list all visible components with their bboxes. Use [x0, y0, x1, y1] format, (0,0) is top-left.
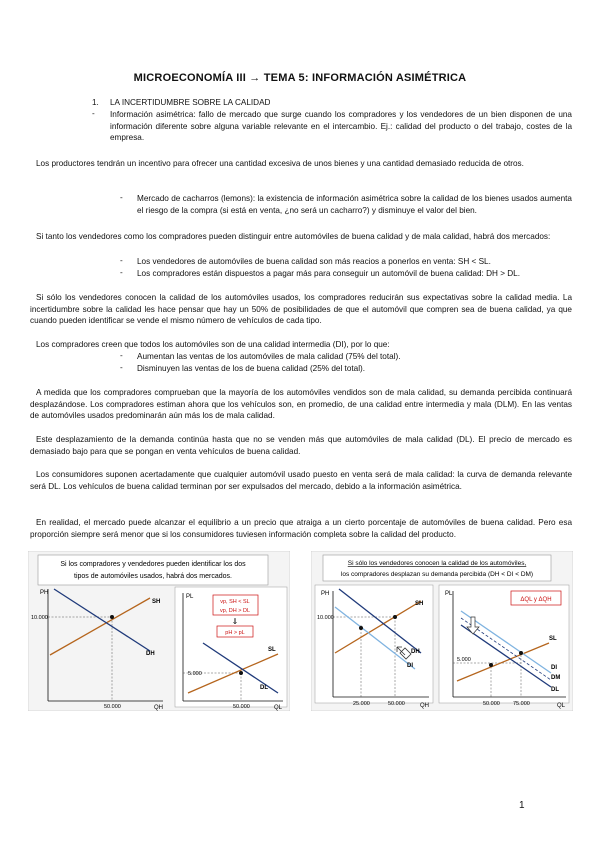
bullet-marker: -: [120, 193, 123, 202]
price-axis-label: PL: [445, 591, 453, 597]
qty-tick: 50.000: [233, 704, 250, 710]
demand-medium-label: DM: [551, 675, 561, 681]
panel-low-quality: [439, 585, 569, 709]
equilibrium-point-initial: [393, 615, 397, 619]
equilibrium-point: [239, 671, 243, 675]
paragraph-realidad: En realidad, el mercado puede alcanzar el equilibrio a un precio que atraiga a un cierto porcentaje de automóviles de buena calidad. Pero esa proporción siempre será menor que si los consumidores tuviesen información completa sobre la calidad del producto.: [30, 518, 572, 539]
price-axis-label: PH: [40, 590, 49, 596]
demand-label: DH: [146, 651, 155, 657]
figure-two-markets: [28, 551, 290, 711]
demand-label: DL: [260, 685, 268, 691]
page-title: MICROECONOMÍA III → TEMA 5: INFORMACIÓN ASIMÉTRICA: [133, 72, 467, 84]
bullet-aumentan: Aumentan las ventas de los automóviles de mala calidad (75% del total).: [137, 352, 401, 361]
section-heading: LA INCERTIDUMBRE SOBRE LA CALIDAD: [110, 98, 271, 107]
qty-axis-label: QL: [274, 705, 283, 711]
section-number: 1.: [92, 98, 99, 107]
paragraph-desplazamiento: Este desplazamiento de la demanda continúa hasta que no se venden más que automóviles de mala calidad (DL). El precio de mercado es demasiado bajo para que se pongan en venta vehículos de buena calidad.: [30, 435, 572, 456]
bullet-lemons: Mercado de cacharros (lemons): la existencia de información asimétrica sobre la calidad de los bienes usados aumenta el riesgo de la compra (si está en venta, ¿no será un cacharro?) y disminuye el valor del bien.: [137, 194, 572, 215]
bullet-disminuyen: Disminuyen las ventas de los de buena calidad (25% del total).: [137, 364, 366, 373]
qty-tick-2: 75.000: [513, 701, 530, 707]
qty-tick-2: 50.000: [388, 701, 405, 707]
demand-intermediate-label: DI: [407, 663, 413, 669]
bullet-marker: -: [120, 363, 123, 372]
qty-tick-1: 25.000: [353, 701, 370, 707]
qty-tick-1: 50.000: [483, 701, 500, 707]
caption-line-2: los compradores desplazan su demanda percibida (DH < DI < DM): [340, 571, 534, 578]
paragraph-si-solo: Si sólo los vendedores conocen la calidad de los automóviles usados, los compradores reducirán sus expectativas sobre la calidad media. La incertidumbre sobre la calidad les hace pensar que hay un 50% de posibilidades de que el automóvil que compren sea de buena calidad, ya que cuando pueden identificar se vende el mismo número de vehículos de cada tipo.: [30, 293, 572, 326]
caption-line-2: tipos de automóviles usados, habrá dos mercados.: [74, 573, 232, 580]
figure-asymmetric-information: [311, 551, 573, 711]
bullet-marker: -: [92, 109, 95, 118]
demand-high-label: DH: [411, 649, 420, 655]
box-conditions-line-2: vp, DH > DL: [219, 608, 251, 614]
down-arrow-icon: ⇓: [231, 617, 239, 626]
price-tick: 10.000: [31, 615, 48, 621]
price-tick: 10.000: [317, 615, 334, 621]
price-tick: 5.000: [188, 671, 202, 677]
box-result-text: pH > pL: [225, 630, 245, 636]
box-conditions-line-1: vp, SH < SL: [220, 599, 250, 605]
supply-label: SH: [415, 601, 424, 607]
bullet-marker: -: [120, 256, 123, 265]
caption-box: [38, 555, 268, 585]
panel-high-quality: [315, 585, 433, 709]
bullet-vendedores: Los vendedores de automóviles de buena calidad son más reacios a ponerlos en venta: SH < SL.: [137, 257, 491, 266]
price-axis-label: PL: [186, 594, 194, 600]
paragraph-consumidores: Los consumidores suponen acertadamente que cualquier automóvil usado puesto en venta será de mala calidad: la curva de demanda relevante será DL. Los vehículos de buena calidad terminan por ser expulsados del mercado, debido a la información asimétrica.: [30, 470, 572, 491]
supply-label: SL: [268, 647, 276, 653]
caption-line-1: Si sólo los vendedores conocen la calidad de los automóviles,: [347, 560, 527, 567]
equilibrium-point: [110, 615, 114, 619]
paragraph-productores: Los productores tendrán un incentivo para ofrecer una cantidad excesiva de unos bienes y una cantidad demasiado reducida de otros.: [36, 159, 524, 168]
page-number: 1: [519, 800, 525, 811]
qty-tick: 50.000: [104, 704, 121, 710]
caption-line-1: Si los compradores y vendedores pueden identificar los dos: [60, 561, 246, 568]
bullet-marker: -: [120, 268, 123, 277]
paragraph-si-tanto: Si tanto los vendedores como los compradores pueden distinguir entre automóviles de buena calidad y de mala calidad, habrá dos mercados:: [36, 232, 551, 241]
equilibrium-point-new: [519, 651, 523, 655]
qty-axis-label: QL: [557, 703, 566, 709]
qty-axis-label: QH: [154, 705, 163, 711]
demand-intermediate-label: DI: [551, 665, 557, 671]
supply-label: SH: [152, 599, 161, 605]
paragraph-creen: Los compradores creen que todos los automóviles son de una calidad intermedia (DI), por lo que:: [36, 340, 390, 349]
demand-low-label: DL: [551, 687, 559, 693]
bullet-marker: -: [120, 351, 123, 360]
price-axis-label: PH: [321, 591, 330, 597]
paragraph-medida: A medida que los compradores comprueban que la mayoría de los automóviles vendidos son de mala calidad, su demanda percibida continuará desplazándose. Los compradores estiman ahora que los vehículos son, en promedio, de una calidad entre intermedia y mala (DLM). En las ventas de automóviles usados predominarán aún más los de mala calidad.: [30, 388, 572, 421]
box-changes-text: ΔQL y ΔQH: [520, 597, 552, 603]
bullet-informacion-asimetrica: Información asimétrica: fallo de mercado que surge cuando los compradores y los vendedores de un bien disponen de una información diferente sobre alguna variable relevante en el intercambio. Ej.: calidad del producto o del trabajo, costes de la empresa.: [110, 110, 572, 143]
bullet-compradores: Los compradores están dispuestos a pagar más para conseguir un automóvil de buena calidad: DH > DL.: [137, 269, 520, 278]
supply-label: SL: [549, 636, 557, 642]
qty-axis-label: QH: [420, 703, 429, 709]
panel-low-quality: [175, 587, 287, 711]
equilibrium-point-initial: [489, 663, 493, 667]
equilibrium-point-new: [359, 626, 363, 630]
price-tick: 5.000: [457, 657, 471, 663]
